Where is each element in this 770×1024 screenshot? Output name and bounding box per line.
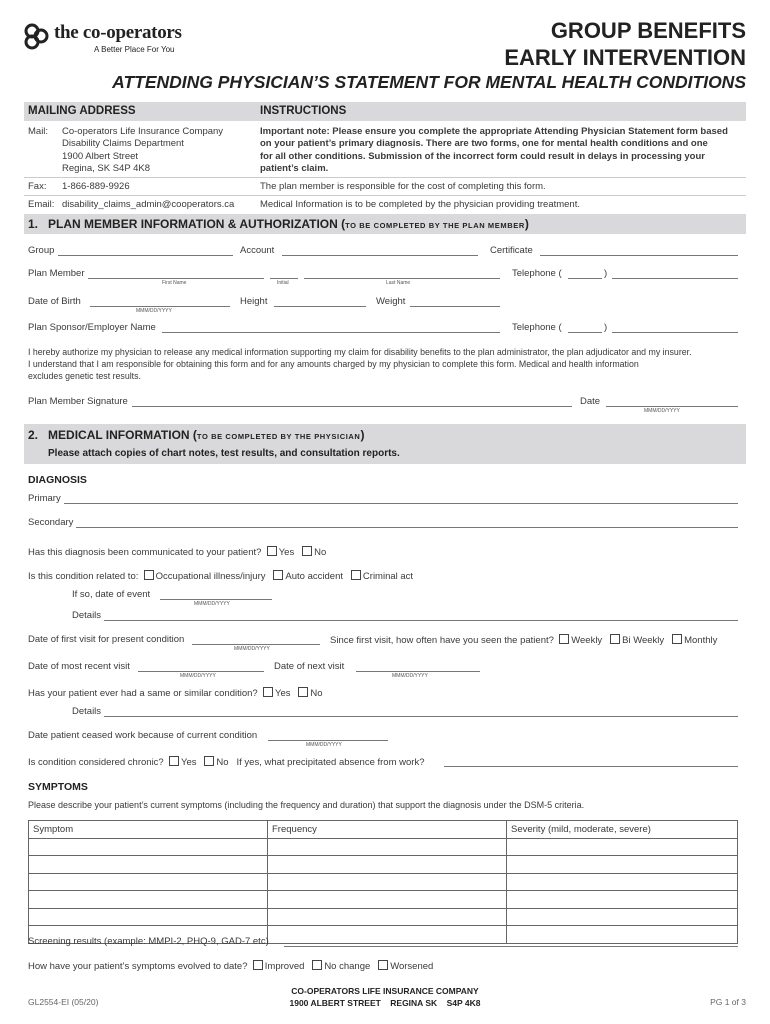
first-name-field[interactable] — [88, 278, 264, 279]
weight-field[interactable] — [410, 306, 500, 307]
primary-label: Primary — [28, 493, 61, 504]
frequency-header: Frequency — [268, 821, 507, 839]
certificate-label: Certificate — [490, 245, 533, 256]
group-label: Group — [28, 245, 55, 256]
severity-cell[interactable] — [507, 856, 738, 874]
communicated-no-label: No — [314, 547, 327, 558]
section2-note: TO BE COMPLETED BY THE PHYSICIAN — [196, 432, 361, 441]
next-visit-hint: MMM/DD/YYYY — [392, 673, 428, 679]
sponsor-field[interactable] — [162, 332, 500, 333]
worsened-label: Worsened — [390, 961, 434, 972]
related-text: Is this condition related to: — [28, 571, 139, 582]
signature-date-field[interactable] — [606, 406, 738, 407]
instructions-note-4: patient’s claim. — [260, 163, 329, 174]
next-visit-label: Date of next visit — [274, 661, 345, 672]
instructions-cost: The plan member is responsible for the cost of completing this form. — [260, 181, 546, 192]
signature-date-label: Date — [580, 396, 601, 407]
symptom-header: Symptom — [29, 821, 268, 839]
section1-number: 1. — [28, 217, 39, 231]
first-visit-label: Date of first visit for present condition — [28, 634, 185, 645]
symptom-cell[interactable] — [29, 856, 268, 874]
improved-checkbox[interactable] — [253, 960, 263, 970]
severity-cell[interactable] — [507, 891, 738, 909]
mail-divider-1 — [24, 177, 746, 178]
related-question — [28, 570, 413, 582]
chronic-question — [28, 756, 424, 768]
details1-field[interactable] — [104, 620, 738, 621]
recent-visit-hint: MMM/DD/YYYY — [180, 673, 216, 679]
signature-date-hint: MMM/DD/YYYY — [644, 408, 680, 414]
telephone-close: ) — [604, 268, 608, 279]
table-header-row — [29, 821, 738, 839]
monthly-label: Monthly — [684, 635, 718, 646]
plan-member-label: Plan Member — [28, 268, 85, 279]
first-visit-hint: MMM/DD/YYYY — [234, 646, 270, 652]
table-row — [29, 908, 738, 926]
symptoms-description: Please describe your patient’s current symptoms (including the frequency and duration) that support the diagnosis under the DSM-5 criteria. — [28, 800, 585, 810]
criminal-act-checkbox[interactable] — [351, 570, 361, 580]
first-visit-field[interactable] — [192, 644, 320, 645]
phone-area-code-field[interactable] — [568, 278, 602, 279]
initial-field[interactable] — [270, 278, 298, 279]
mail-line-2: Disability Claims Department — [62, 138, 184, 149]
weekly-checkbox[interactable] — [559, 634, 569, 644]
screening-field[interactable] — [284, 946, 738, 947]
since-question — [330, 634, 717, 646]
severity-cell[interactable] — [507, 838, 738, 856]
group-field[interactable] — [58, 255, 233, 256]
mailing-heading: MAILING ADDRESS — [28, 105, 136, 117]
last-name-field[interactable] — [304, 278, 500, 279]
similar-yes-label: Yes — [274, 688, 291, 699]
frequency-cell[interactable] — [268, 891, 507, 909]
ceased-work-hint: MMM/DD/YYYY — [306, 742, 342, 748]
phone-number-field[interactable] — [612, 278, 738, 279]
mail-line-1: Co-operators Life Insurance Company — [62, 126, 224, 137]
recent-visit-label: Date of most recent visit — [28, 661, 130, 672]
account-field[interactable] — [282, 255, 478, 256]
no-change-checkbox[interactable] — [312, 960, 322, 970]
mail-label: Mail: — [28, 126, 49, 137]
section1-title: PLAN MEMBER INFORMATION & AUTHORIZATION ( — [48, 217, 346, 231]
evolved-question — [28, 960, 433, 972]
mail-line-4: Regina, SK S4P 4K8 — [62, 163, 151, 174]
certificate-field[interactable] — [540, 255, 738, 256]
dob-label: Date of Birth — [28, 296, 81, 307]
frequency-cell[interactable] — [268, 856, 507, 874]
communicated-question — [28, 546, 326, 558]
section1-heading — [28, 217, 529, 231]
telephone2-label: Telephone ( — [512, 322, 562, 333]
instructions-heading: INSTRUCTIONS — [260, 105, 347, 117]
chronic-yes-checkbox[interactable] — [169, 756, 179, 766]
symptoms-table — [28, 820, 738, 944]
similar-text: Has your patient ever had a same or similar condition? — [28, 688, 258, 699]
table-row — [29, 838, 738, 856]
auto-accident-checkbox[interactable] — [273, 570, 283, 580]
auto-accident-label: Auto accident — [285, 571, 343, 582]
ceased-work-label: Date patient ceased work because of current condition — [28, 730, 258, 741]
signature-label: Plan Member Signature — [28, 396, 128, 407]
monthly-checkbox[interactable] — [672, 634, 682, 644]
event-date-field[interactable] — [160, 599, 272, 600]
symptoms-heading: SYMPTOMS — [28, 781, 88, 793]
signature-field[interactable] — [132, 406, 572, 407]
primary-diagnosis-field[interactable] — [64, 503, 738, 504]
last-name-hint: Last Name — [386, 280, 411, 286]
instructions-note-1: Important note: Please ensure you complete the appropriate Attending Physician Statement form based — [260, 126, 728, 137]
dob-field[interactable] — [90, 306, 230, 307]
symptom-cell[interactable] — [29, 873, 268, 891]
ceased-work-field[interactable] — [268, 740, 388, 741]
fax-number: 1-866-889-9926 — [62, 181, 130, 192]
telephone-label-text: Telephone ( — [512, 268, 562, 279]
chronic-no-checkbox[interactable] — [204, 756, 214, 766]
communicated-text: Has this diagnosis been communicated to your patient? — [28, 547, 262, 558]
frequency-cell[interactable] — [268, 908, 507, 926]
instructions-medical: Medical Information is to be completed by the physician providing treatment. — [260, 199, 580, 210]
similar-no-checkbox[interactable] — [298, 687, 308, 697]
event-date-label: If so, date of event — [72, 589, 151, 600]
chronic-text: Is condition considered chronic? — [28, 757, 164, 768]
telephone-label — [512, 268, 562, 279]
if-yes-text: If yes, what precipitated absence from work? — [236, 757, 425, 768]
cooperators-logo-icon — [22, 22, 52, 52]
frequency-cell[interactable] — [268, 926, 507, 944]
details2-label: Details — [72, 706, 102, 717]
initial-hint: Initial — [277, 280, 289, 286]
brand-name: the co-operators — [54, 22, 182, 43]
section1-note: TO BE COMPLETED BY THE PLAN MEMBER — [345, 221, 525, 230]
section2-attach-note: Please attach copies of chart notes, test results, and consultation reports. — [48, 448, 400, 459]
authorization-line-1: I hereby authorize my physician to release any medical information supporting my claim for disability benefits to the plan administrator, the plan adjudicator and my insurer. — [28, 347, 692, 357]
account-label: Account — [240, 245, 275, 256]
occupational-label: Occupational illness/injury — [155, 571, 266, 582]
form-code: GL2554-EI (05/20) — [28, 997, 99, 1007]
no-change-label: No change — [324, 961, 371, 972]
secondary-diagnosis-field[interactable] — [76, 527, 738, 528]
communicated-yes-label: Yes — [278, 547, 295, 558]
instructions-note-2: on your patient’s primary diagnosis. There are two forms, one for mental health conditions and one — [260, 138, 708, 149]
frequency-cell[interactable] — [268, 838, 507, 856]
event-date-hint: MMM/DD/YYYY — [194, 601, 230, 607]
symptom-cell[interactable] — [29, 838, 268, 856]
table-row — [29, 856, 738, 874]
mail-line-3: 1900 Albert Street — [62, 151, 139, 162]
severity-cell[interactable] — [507, 908, 738, 926]
page-number: PG 1 of 3 — [710, 997, 746, 1007]
section2-number: 2. — [28, 428, 39, 442]
form-subtitle: ATTENDING PHYSICIAN’S STATEMENT FOR MENTAL HEALTH CONDITIONS — [112, 72, 746, 92]
footer-company: CO-OPERATORS LIFE INSURANCE COMPANY — [291, 986, 479, 996]
communicated-no-checkbox[interactable] — [302, 546, 312, 556]
evolved-text: How have your patient’s symptoms evolved to date? — [28, 961, 248, 972]
occupational-checkbox[interactable] — [144, 570, 154, 580]
worsened-checkbox[interactable] — [378, 960, 388, 970]
severity-cell[interactable] — [507, 873, 738, 891]
biweekly-label: Bi Weekly — [622, 635, 665, 646]
symptom-cell[interactable] — [29, 908, 268, 926]
email-address[interactable]: disability_claims_admin@cooperators.ca — [62, 199, 235, 210]
frequency-cell[interactable] — [268, 873, 507, 891]
secondary-label: Secondary — [28, 517, 74, 528]
biweekly-checkbox[interactable] — [610, 634, 620, 644]
footer-address: 1900 ALBERT STREET REGINA SK S4P 4K8 — [289, 998, 481, 1008]
similar-yes-checkbox[interactable] — [263, 687, 273, 697]
weight-label: Weight — [376, 296, 406, 307]
severity-header: Severity (mild, moderate, severe) — [507, 821, 738, 839]
table-row — [29, 891, 738, 909]
instructions-note-3: for all other conditions. Submission of the incorrect form could result in delays in processing your — [260, 151, 705, 162]
telephone2-close: ) — [604, 322, 608, 333]
next-visit-field[interactable] — [356, 671, 480, 672]
first-name-hint: First Name — [162, 280, 187, 286]
mail-divider-2 — [24, 195, 746, 196]
criminal-act-label: Criminal act — [362, 571, 414, 582]
diagnosis-heading: DIAGNOSIS — [28, 474, 87, 486]
symptom-cell[interactable] — [29, 891, 268, 909]
height-label: Height — [240, 296, 268, 307]
chronic-yes-label: Yes — [181, 757, 197, 768]
communicated-yes-checkbox[interactable] — [267, 546, 277, 556]
section2-title: MEDICAL INFORMATION ( — [48, 428, 197, 442]
form-title-line2: EARLY INTERVENTION — [504, 45, 746, 70]
details2-field[interactable] — [104, 716, 738, 717]
phone2-number-field[interactable] — [612, 332, 738, 333]
table-row — [29, 873, 738, 891]
brand-tagline: A Better Place For You — [94, 45, 175, 54]
form-title-line1: GROUP BENEFITS — [550, 18, 746, 43]
weekly-label: Weekly — [571, 635, 603, 646]
severity-cell[interactable] — [507, 926, 738, 944]
sponsor-label: Plan Sponsor/Employer Name — [28, 322, 156, 333]
recent-visit-field[interactable] — [138, 671, 264, 672]
section2-heading — [28, 428, 364, 442]
section1-close: ) — [524, 217, 529, 231]
dob-hint: MMM/DD/YYYY — [136, 308, 172, 314]
email-label: Email: — [28, 199, 55, 210]
fax-label: Fax: — [28, 181, 47, 192]
screening-label: Screening results (example: MMPI-2, PHQ-9, GAD-7 etc) — [28, 936, 269, 947]
authorization-line-2: I understand that I am responsible for obtaining this form and for any amounts charged by my physician to complete this form. Medical and health information — [28, 359, 639, 369]
chronic-no-label: No — [216, 757, 229, 768]
similar-question — [28, 687, 323, 699]
section2-close: ) — [360, 428, 365, 442]
height-field[interactable] — [274, 306, 366, 307]
details1-label: Details — [72, 610, 102, 621]
improved-label: Improved — [264, 961, 305, 972]
similar-no-label: No — [310, 688, 323, 699]
authorization-line-3: excludes genetic test results. — [28, 371, 141, 381]
phone2-area-code-field[interactable] — [568, 332, 602, 333]
precipitated-field[interactable] — [444, 766, 738, 767]
since-text: Since first visit, how often have you seen the patient? — [330, 635, 554, 646]
